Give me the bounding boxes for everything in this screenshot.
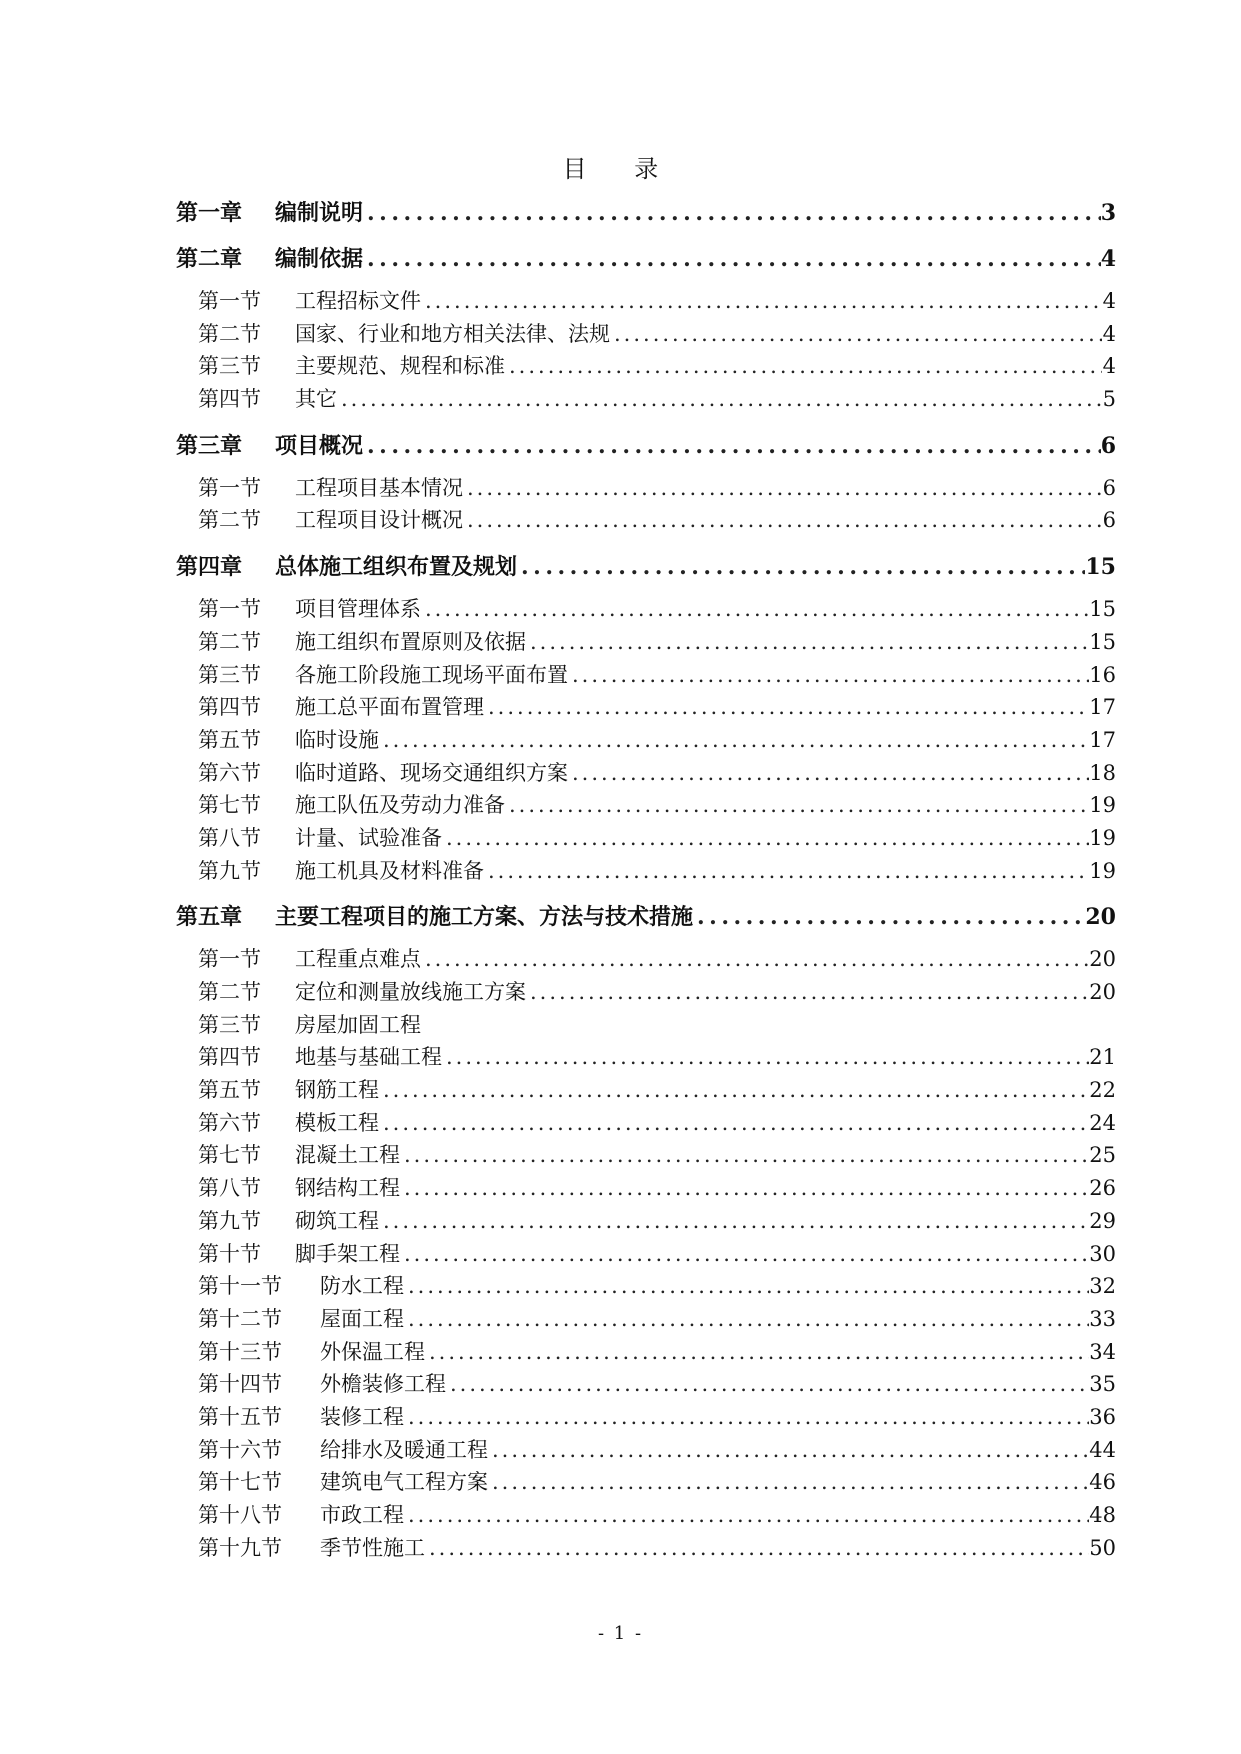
toc-page-number: 20 — [1089, 980, 1116, 1004]
toc-page-number: 33 — [1089, 1306, 1116, 1331]
toc-dot-leader — [363, 433, 1101, 459]
toc-section-entry[interactable] — [176, 472, 1116, 505]
toc-entry-title: 编制说明 — [275, 200, 364, 226]
toc-dot-leader — [404, 1503, 1089, 1527]
toc-section-entry[interactable] — [176, 1074, 1116, 1107]
toc-chapter-entry[interactable] — [176, 429, 1116, 462]
toc-entry-label: 第十二节 — [198, 1306, 282, 1331]
toc-section-entry[interactable] — [176, 1532, 1116, 1565]
toc-dot-leader — [379, 1209, 1089, 1233]
toc-dot-leader — [379, 1078, 1089, 1102]
toc-dot-leader — [442, 1045, 1089, 1069]
toc-dot-leader — [442, 826, 1089, 850]
toc-entry-label: 第五节 — [198, 1078, 261, 1103]
toc-entry-title: 给排水及暖通工程 — [320, 1437, 488, 1462]
toc-section-entry[interactable] — [176, 383, 1116, 416]
toc-dot-leader — [421, 289, 1102, 313]
toc-entry-label: 第八节 — [198, 1176, 261, 1201]
toc-entry-title: 国家、行业和地方相关法律、法规 — [295, 321, 610, 346]
toc-section-entry[interactable] — [176, 976, 1116, 1009]
toc-section-entry[interactable] — [176, 855, 1116, 888]
toc-section-entry[interactable] — [176, 659, 1116, 692]
toc-dot-leader — [610, 322, 1102, 346]
toc-page-number: 36 — [1089, 1404, 1116, 1429]
toc-entry-title: 混凝土工程 — [295, 1143, 400, 1168]
toc-entry-label: 第九节 — [198, 1208, 261, 1233]
toc-section-entry[interactable] — [176, 504, 1116, 537]
toc-section-entry[interactable] — [176, 691, 1116, 724]
toc-page-number: 6 — [1102, 508, 1116, 533]
toc-page-number: 44 — [1089, 1437, 1116, 1462]
toc-page-number: 4 — [1102, 354, 1116, 379]
toc-dot-leader — [505, 354, 1102, 378]
toc-dot-leader — [463, 476, 1102, 500]
toc-chapter-entry[interactable] — [176, 900, 1116, 933]
toc-entry-title: 编制依据 — [275, 246, 364, 272]
toc-entry-title: 项目管理体系 — [295, 597, 421, 622]
toc-section-entry[interactable] — [176, 285, 1116, 318]
toc-entry-title: 临时道路、现场交通组织方案 — [295, 760, 568, 785]
toc-section-entry[interactable] — [176, 626, 1116, 659]
toc-page-number: 4 — [1102, 321, 1116, 346]
toc-entry-title: 主要工程项目的施工方案、方法与技术措施 — [275, 904, 694, 931]
toc-entry-label: 第四节 — [198, 387, 261, 412]
toc-entry-label: 第四节 — [198, 1045, 261, 1070]
toc-entry-title: 工程招标文件 — [295, 289, 421, 313]
toc-page-number: 25 — [1089, 1143, 1116, 1168]
toc-page-number: 17 — [1089, 695, 1116, 720]
toc-entry-title: 工程重点难点 — [295, 947, 421, 972]
toc-entry-label: 第二节 — [198, 321, 261, 346]
toc-section-entry[interactable] — [176, 1107, 1116, 1140]
toc-entry-label: 第十一节 — [198, 1274, 282, 1299]
toc-section-entry[interactable] — [176, 1205, 1116, 1238]
toc-section-entry[interactable] — [176, 593, 1116, 626]
toc-page-number: 26 — [1089, 1176, 1116, 1201]
toc-dot-leader — [379, 1111, 1089, 1135]
toc-page-number: 15 — [1085, 554, 1116, 581]
toc-page-number: 6 — [1100, 432, 1116, 459]
toc-entry-label: 第六节 — [198, 760, 261, 785]
toc-section-entry[interactable] — [176, 822, 1116, 855]
toc-section-entry[interactable] — [176, 757, 1116, 790]
toc-section-entry[interactable] — [176, 724, 1116, 757]
toc-section-entry[interactable] — [176, 1270, 1116, 1303]
toc-entry-label: 第四节 — [198, 695, 261, 720]
toc-entry-title: 临时设施 — [295, 727, 379, 752]
toc-section-entry[interactable] — [176, 1041, 1116, 1074]
toc-page-number: 19 — [1089, 858, 1116, 883]
toc-section-entry[interactable] — [176, 1172, 1116, 1205]
toc-entry-label: 第十节 — [198, 1241, 261, 1266]
toc-entry-title: 施工总平面布置管理 — [295, 695, 484, 720]
toc-page-number: 20 — [1089, 947, 1116, 972]
toc-dot-leader — [404, 1405, 1089, 1429]
toc-section-entry[interactable] — [176, 1368, 1116, 1401]
toc-entry-label: 第三节 — [198, 662, 261, 687]
toc-entry-title: 项目概况 — [275, 432, 364, 459]
toc-section-entry[interactable] — [176, 1303, 1116, 1336]
toc-page-number: 4 — [1102, 289, 1116, 313]
toc-entry-title: 地基与基础工程 — [295, 1045, 442, 1070]
toc-page-number: 19 — [1089, 825, 1116, 850]
toc-entry-title: 定位和测量放线施工方案 — [295, 980, 526, 1004]
toc-dot-leader — [488, 1470, 1089, 1494]
toc-page-number: 32 — [1089, 1274, 1116, 1299]
toc-dot-leader — [526, 630, 1089, 654]
toc-dot-leader — [404, 1274, 1089, 1298]
table-of-contents — [176, 196, 1116, 1564]
toc-section-entry[interactable] — [176, 1009, 1116, 1042]
toc-dot-leader — [425, 1536, 1089, 1560]
toc-section-entry[interactable] — [176, 1401, 1116, 1434]
toc-entry-label: 第三章 — [176, 432, 243, 459]
toc-entry-title: 季节性施工 — [320, 1535, 425, 1560]
toc-page-number: 6 — [1102, 475, 1116, 500]
toc-dot-leader — [421, 947, 1089, 971]
toc-entry-title: 外保温工程 — [320, 1339, 425, 1364]
toc-dot-leader — [463, 508, 1102, 532]
toc-page-number: 21 — [1089, 1045, 1116, 1070]
toc-entry-title: 外檐装修工程 — [320, 1372, 446, 1397]
toc-entry-label: 第二章 — [176, 246, 243, 272]
toc-entry-label: 第十五节 — [198, 1404, 282, 1429]
toc-entry-label: 第一章 — [176, 200, 243, 226]
toc-dot-leader — [505, 793, 1089, 817]
toc-section-entry[interactable] — [176, 1238, 1116, 1271]
toc-entry-title: 屋面工程 — [320, 1306, 404, 1331]
toc-section-entry[interactable] — [176, 943, 1116, 976]
toc-entry-title: 钢结构工程 — [295, 1176, 400, 1201]
toc-dot-leader — [484, 859, 1089, 883]
toc-entry-title: 施工组织布置原则及依据 — [295, 629, 526, 654]
toc-section-entry[interactable] — [176, 1466, 1116, 1499]
toc-entry-title: 市政工程 — [320, 1503, 404, 1527]
toc-entry-title: 总体施工组织布置及规划 — [275, 554, 518, 581]
toc-chapter-entry[interactable] — [176, 196, 1116, 229]
toc-dot-leader — [404, 1307, 1089, 1331]
toc-section-entry[interactable] — [176, 350, 1116, 383]
toc-page-number: 15 — [1089, 597, 1116, 622]
toc-page-number: 50 — [1089, 1535, 1116, 1560]
toc-entry-title: 砌筑工程 — [295, 1208, 379, 1233]
toc-entry-title: 钢筋工程 — [295, 1078, 379, 1103]
toc-chapter-entry[interactable] — [176, 550, 1116, 583]
toc-entry-title: 模板工程 — [295, 1110, 379, 1135]
toc-page-number: 16 — [1089, 662, 1116, 687]
toc-section-entry[interactable] — [176, 1139, 1116, 1172]
toc-entry-label: 第七节 — [198, 1143, 261, 1168]
toc-section-entry[interactable] — [176, 1434, 1116, 1467]
toc-entry-title: 脚手架工程 — [295, 1241, 400, 1266]
toc-entry-label: 第七节 — [198, 793, 261, 818]
toc-dot-leader — [484, 695, 1089, 719]
page-title: 目 录 — [562, 155, 679, 183]
toc-page-number: 34 — [1089, 1339, 1116, 1364]
toc-page-number: 3 — [1100, 200, 1116, 226]
toc-page-number: 5 — [1102, 387, 1116, 412]
toc-dot-leader — [568, 761, 1089, 785]
toc-entry-title: 各施工阶段施工现场平面布置 — [295, 662, 568, 687]
toc-dot-leader — [400, 1242, 1089, 1266]
toc-page-number: 20 — [1085, 904, 1116, 931]
toc-page-number: 29 — [1089, 1208, 1116, 1233]
toc-entry-label: 第九节 — [198, 858, 261, 883]
toc-entry-label: 第二节 — [198, 508, 261, 533]
toc-entry-label: 第八节 — [198, 825, 261, 850]
toc-entry-title: 工程项目设计概况 — [295, 508, 463, 533]
toc-dot-leader — [526, 980, 1089, 1004]
toc-entry-label: 第十七节 — [198, 1470, 282, 1495]
toc-entry-label: 第一节 — [198, 597, 261, 622]
toc-dot-leader — [693, 904, 1085, 930]
toc-entry-label: 第五节 — [198, 727, 261, 752]
toc-entry-label: 第三节 — [198, 354, 261, 379]
toc-entry-title: 防水工程 — [320, 1274, 404, 1299]
toc-dot-leader — [363, 200, 1101, 226]
toc-entry-title: 建筑电气工程方案 — [320, 1470, 488, 1495]
toc-chapter-entry[interactable] — [176, 242, 1116, 275]
toc-section-entry[interactable] — [176, 318, 1116, 351]
toc-entry-label: 第三节 — [198, 1012, 261, 1037]
toc-entry-title: 工程项目基本情况 — [295, 475, 463, 500]
toc-dot-leader — [421, 597, 1089, 621]
toc-page-number: 4 — [1100, 246, 1116, 272]
toc-entry-label: 第一节 — [198, 947, 261, 972]
toc-dot-leader — [363, 246, 1101, 272]
toc-entry-label: 第六节 — [198, 1110, 261, 1135]
toc-dot-leader — [568, 663, 1089, 687]
page-number: - 1 - — [597, 1623, 644, 1644]
toc-entry-title: 施工队伍及劳动力准备 — [295, 793, 505, 818]
toc-entry-title: 装修工程 — [320, 1404, 404, 1429]
toc-entry-label: 第五章 — [176, 904, 243, 931]
toc-entry-label: 第十四节 — [198, 1372, 282, 1397]
toc-page-number: 18 — [1089, 760, 1116, 785]
toc-entry-title: 计量、试验准备 — [295, 825, 442, 850]
toc-dot-leader — [400, 1143, 1089, 1167]
toc-entry-label: 第一节 — [198, 475, 261, 500]
toc-page-number: 35 — [1089, 1372, 1116, 1397]
toc-entry-label: 第十三节 — [198, 1339, 282, 1364]
toc-section-entry[interactable] — [176, 1499, 1116, 1532]
toc-entry-label: 第二节 — [198, 629, 261, 654]
toc-page-number: 22 — [1089, 1078, 1116, 1103]
toc-section-entry[interactable] — [176, 1336, 1116, 1369]
toc-entry-label: 第十九节 — [198, 1535, 282, 1560]
toc-entry-title: 房屋加固工程 — [295, 1012, 421, 1037]
toc-page-number: 46 — [1089, 1470, 1116, 1495]
toc-dot-leader — [400, 1176, 1089, 1200]
toc-entry-label: 第一节 — [198, 289, 261, 313]
toc-dot-leader — [446, 1372, 1089, 1396]
toc-entry-label: 第十六节 — [198, 1437, 282, 1462]
toc-dot-leader — [379, 728, 1089, 752]
toc-entry-label: 第四章 — [176, 554, 243, 581]
toc-page-number: 30 — [1089, 1241, 1116, 1266]
toc-dot-leader — [517, 554, 1085, 580]
toc-page-number: 15 — [1089, 629, 1116, 654]
toc-section-entry[interactable] — [176, 789, 1116, 822]
toc-dot-leader — [337, 387, 1102, 411]
toc-page-number: 48 — [1089, 1503, 1116, 1527]
toc-page-number: 17 — [1089, 727, 1116, 752]
toc-page-number: 24 — [1089, 1110, 1116, 1135]
toc-dot-leader — [488, 1438, 1089, 1462]
toc-entry-label: 第十八节 — [198, 1503, 282, 1527]
toc-entry-title: 主要规范、规程和标准 — [295, 354, 505, 379]
toc-entry-label: 第二节 — [198, 980, 261, 1004]
toc-dot-leader — [425, 1340, 1089, 1364]
toc-page-number: 19 — [1089, 793, 1116, 818]
toc-entry-title: 其它 — [295, 387, 337, 412]
toc-entry-title: 施工机具及材料准备 — [295, 858, 484, 883]
